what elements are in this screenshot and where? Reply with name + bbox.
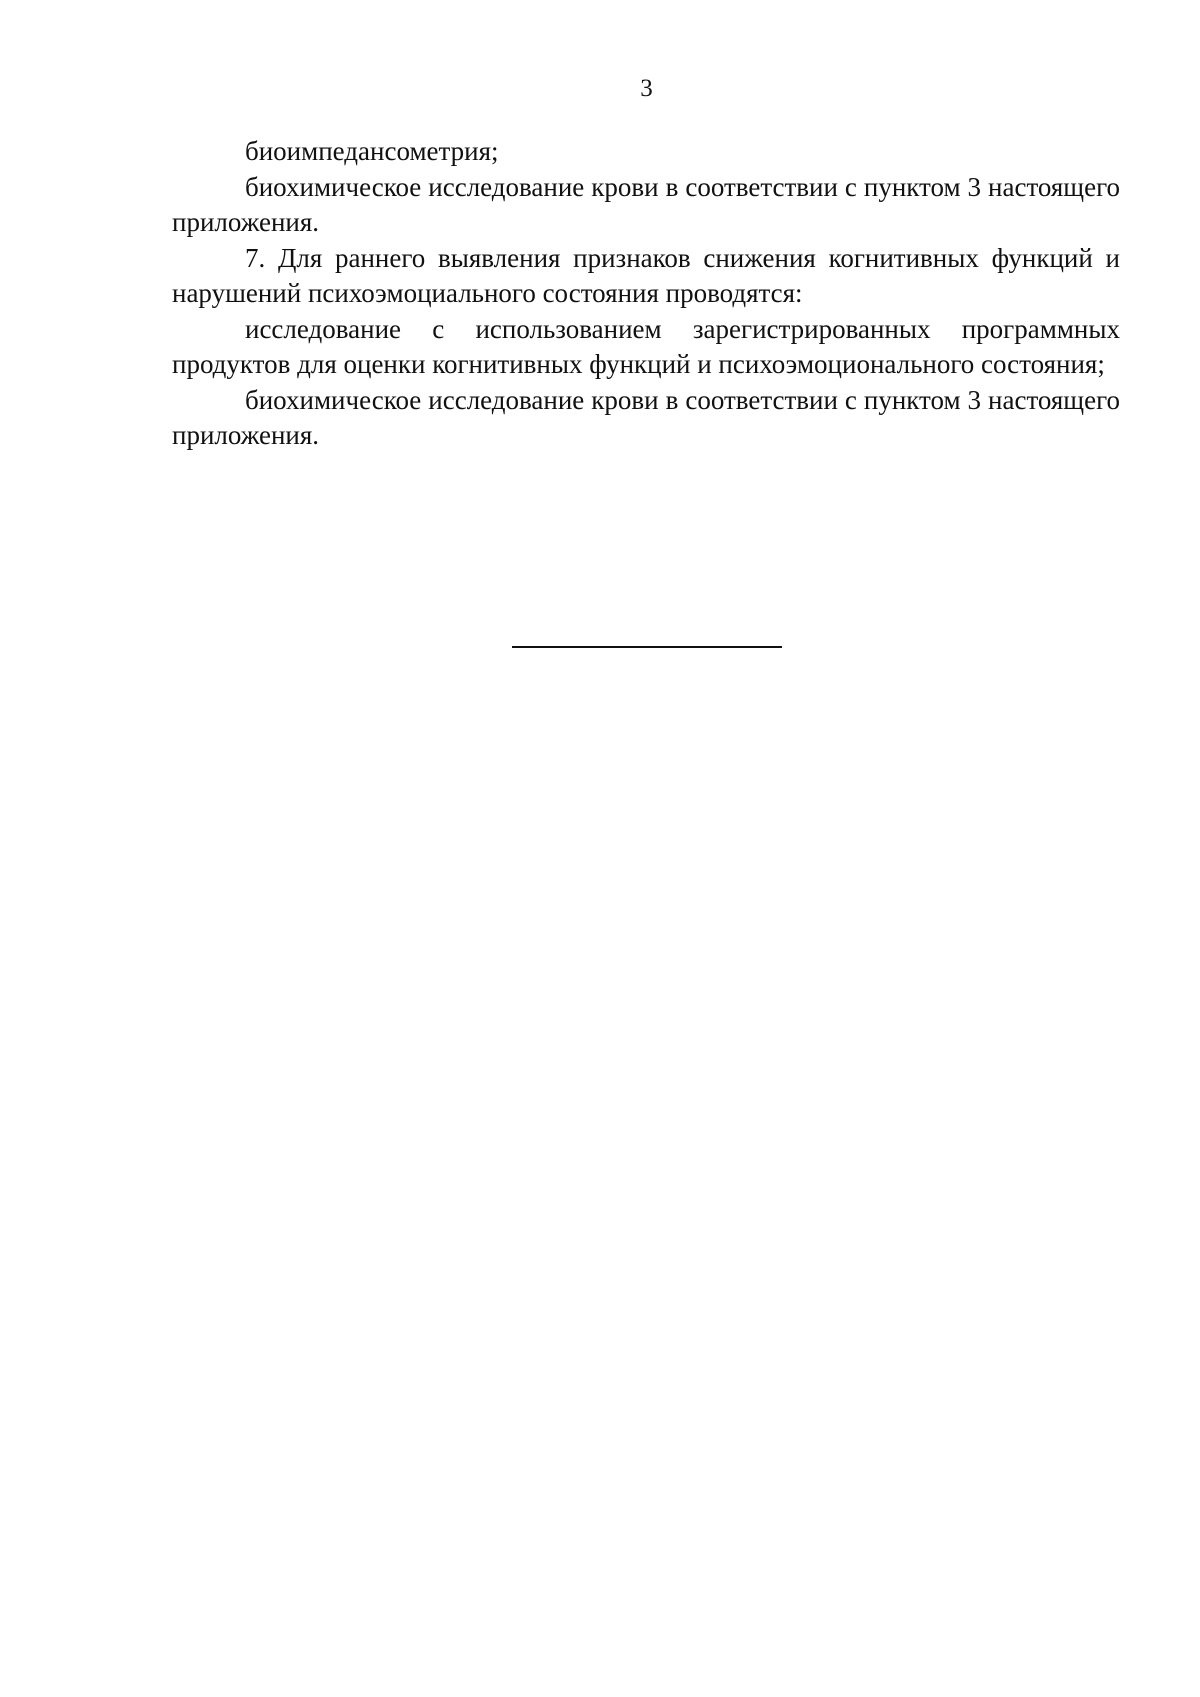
end-divider-line xyxy=(512,646,782,648)
paragraph-bioimpedance: биоимпедансометрия; xyxy=(245,136,499,166)
paragraph-blood-test-1: биохимическое исследование крови в соответствии с пунктом 3 настоящего приложения. xyxy=(172,171,1120,237)
paragraph-item-7: 7. Для раннего выявления признаков снижения когнитивных функций и нарушений психоэмоциального состояния проводятся: xyxy=(172,242,1120,308)
document-body xyxy=(172,134,1120,454)
paragraph-blood-test-2: биохимическое исследование крови в соответствии с пунктом 3 настоящего приложения. xyxy=(172,384,1120,450)
page-number: 3 xyxy=(640,75,653,102)
paragraph-cognitive-research: исследование с использованием зарегистрированных программных продуктов для оценки когнитивных функций и психоэмоционального состояния; xyxy=(172,313,1120,379)
